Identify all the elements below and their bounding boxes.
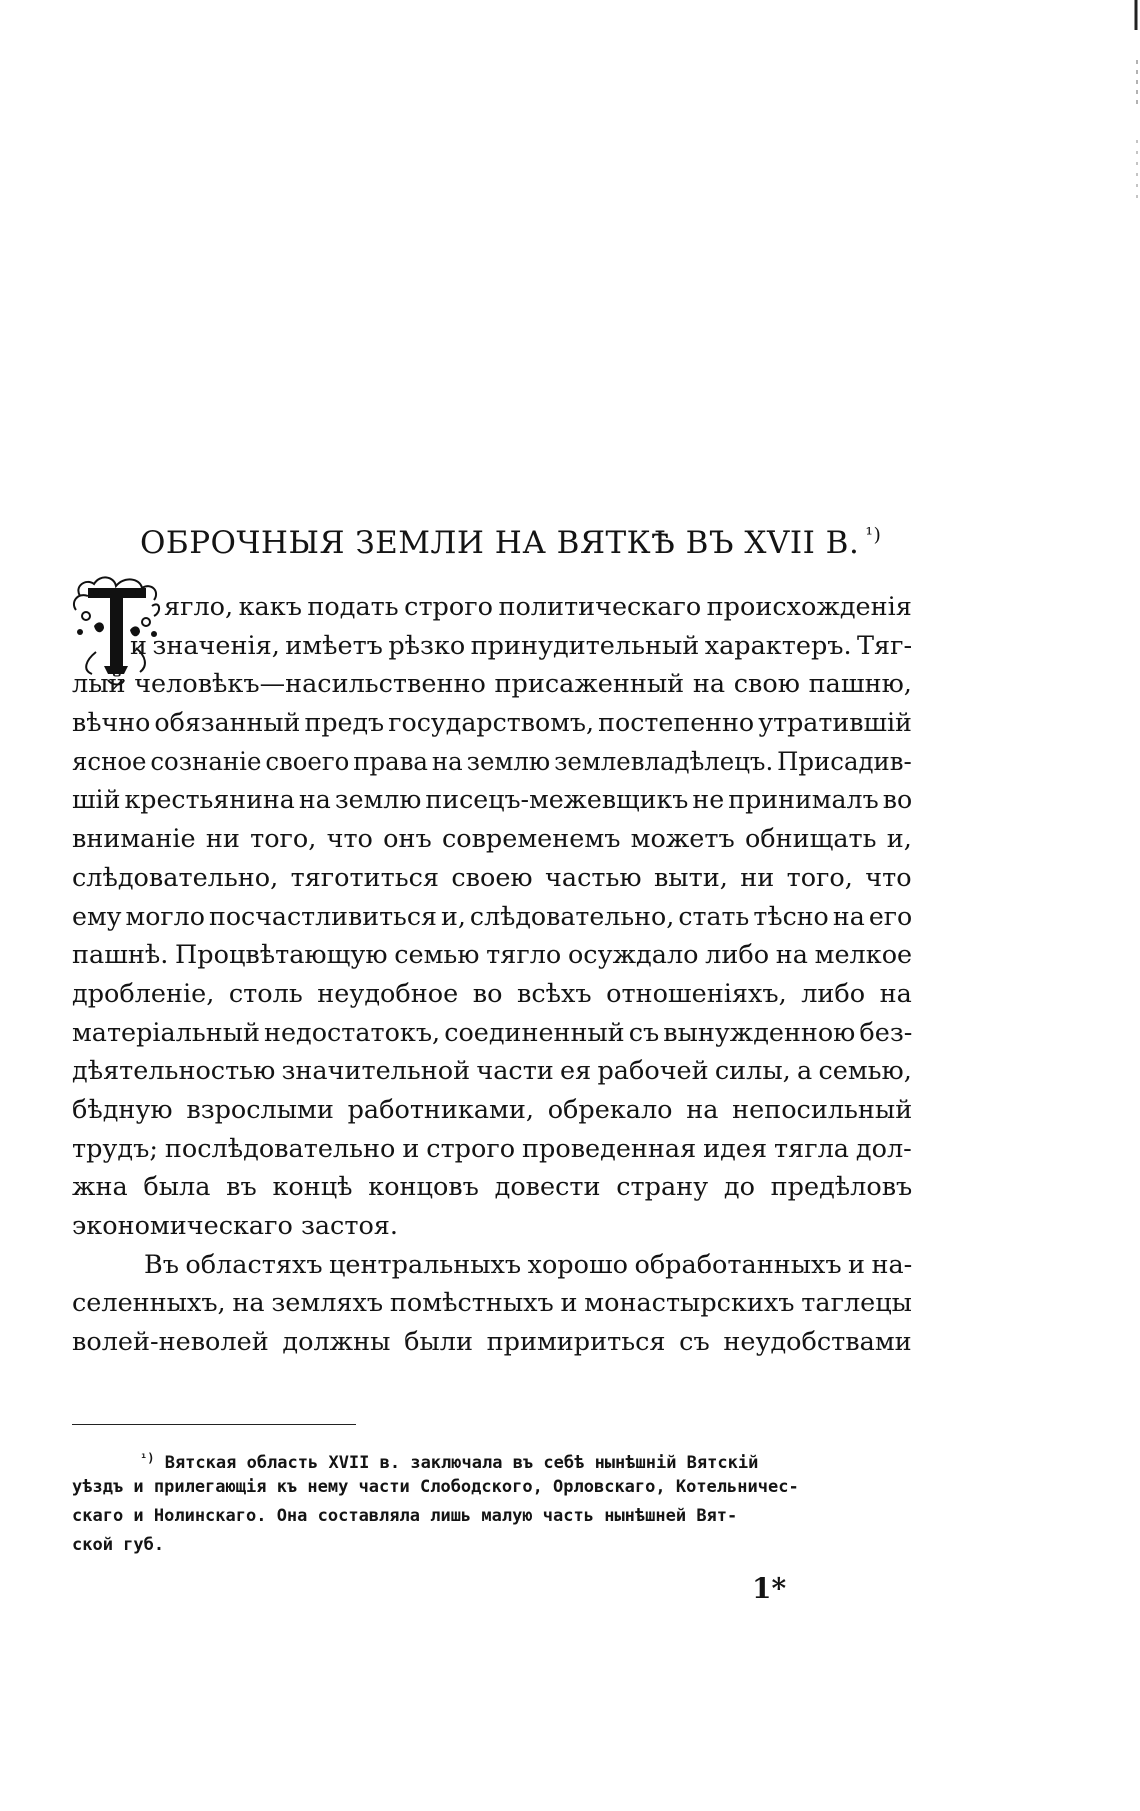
body-line: экономическаго застоя. <box>72 1211 398 1241</box>
footnote-line: ской губ. <box>72 1535 165 1555</box>
body-line: волей-неволей должны были примириться съ неудобствами <box>72 1327 912 1358</box>
body-line: дѣятельностью значительной части ея рабочей силы, а семью, <box>72 1056 912 1087</box>
body-line: вниманіе ни того, что онъ современемъ можетъ обнищать и, <box>72 824 912 855</box>
body-line: Въ областяхъ центральныхъ хорошо обработанныхъ и на- <box>144 1249 913 1280</box>
footnote-line: $^{^1)}$ Вятская область XVII в. заключала въ себѣ нынѣшній Вятскій <box>140 1451 759 1473</box>
body-line: ему могло посчастливиться и, слѣдовательно, стать тѣсно на его <box>72 901 913 932</box>
body-line: жна была въ концѣ концовъ довести страну до предѣловъ <box>72 1172 913 1203</box>
scan-edge-mark <box>1120 0 1140 280</box>
body-line: селенныхъ, на земляхъ помѣстныхъ и монастырскихъ таглецы <box>72 1288 912 1319</box>
footnote-line: уѣздъ и прилегающія къ нему части Слободского, Орловскаго, Котельничес- <box>72 1477 799 1497</box>
footnote-divider <box>72 1424 356 1425</box>
footnote-line: скаго и Нолинскаго. Она составляла лишь малую часть нынѣшней Вят- <box>72 1506 738 1526</box>
drop-cap-letter: Т <box>166 570 167 571</box>
page-number: 1* <box>752 1572 787 1605</box>
title-footnote-marker: ¹) <box>865 524 882 546</box>
body-text <box>72 588 912 1362</box>
body-line: бѣдную взрослыми работниками, обрекало на непосильный <box>72 1094 913 1125</box>
chapter-title-text: ОБРОЧНЫЯ ЗЕМЛИ НА ВЯТКѢ ВЪ XVII В. <box>140 525 860 561</box>
body-line: лый человѣкъ—насильственно присаженный на свою пашню, <box>72 669 912 700</box>
footnote <box>72 1444 912 1560</box>
body-line: ясное сознаніе своего права на землю землевладѣлецъ. Присадив- <box>72 746 912 777</box>
footnote-marker: ¹) <box>140 1451 155 1465</box>
body-line: матеріальный недостатокъ, соединенный съ вынужденною без- <box>72 1017 913 1048</box>
body-line: вѣчно обязанный предъ государствомъ, постепенно утратившій <box>72 708 912 739</box>
body-line: трудъ; послѣдовательно и строго проведенная идея тягла дол- <box>72 1133 912 1164</box>
body-line: пашнѣ. Процвѣтающую семью тягло осуждало либо на мелкое <box>72 940 913 971</box>
body-line: ягло, какъ подать строго политическаго происхожденія <box>164 592 912 622</box>
chapter-title <box>140 524 940 561</box>
body-line: дробленіе, столь неудобное во всѣхъ отношеніяхъ, либо на <box>72 978 912 1009</box>
body-line: слѣдовательно, тяготиться своею частью выти, ни того, что <box>72 862 912 893</box>
body-line: и значенія, имѣетъ рѣзко принудительный характеръ. Тяг- <box>130 630 913 661</box>
body-line: шій крестьянина на землю писецъ-межевщикъ не принималъ во <box>72 785 913 816</box>
